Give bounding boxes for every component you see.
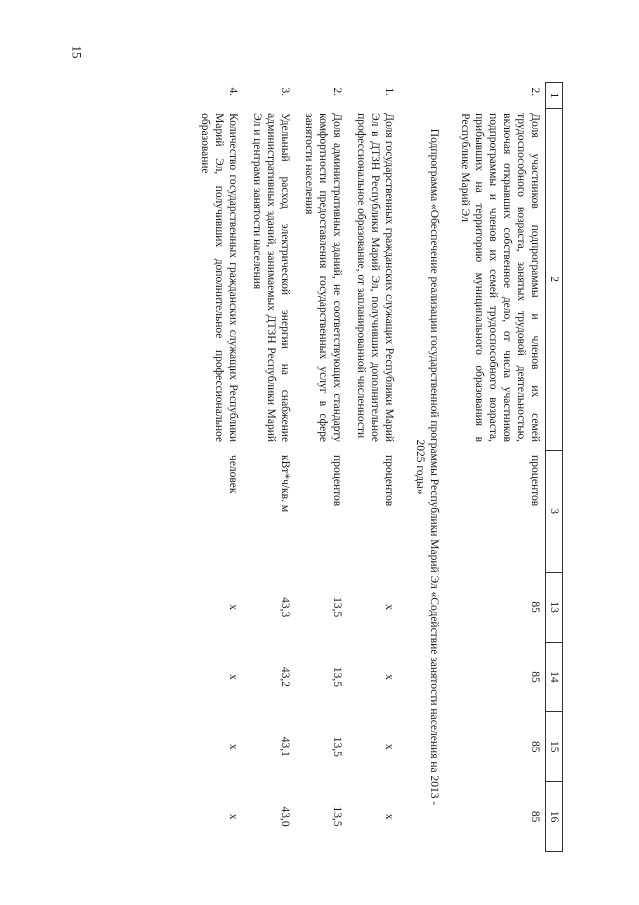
row-value-16: 43,0: [278, 806, 291, 827]
row-value-16: 13,5: [330, 806, 343, 827]
row-number: 1.: [382, 87, 395, 97]
row-number: 2.: [528, 87, 541, 97]
row-value-15: х: [226, 743, 239, 750]
row-number: 3.: [278, 87, 291, 97]
row-value-13: х: [382, 604, 395, 610]
row-value-15: х: [382, 743, 395, 750]
row-value-14: х: [226, 674, 239, 680]
table-header-row: [545, 83, 562, 852]
header-col-15: 15: [545, 712, 562, 782]
indicators-table: [195, 82, 563, 852]
table-row: [455, 83, 546, 852]
row-value-13: 85: [528, 601, 541, 613]
row-indicator-text: Доля участников подпрограммы и членов их семей трудоспособного возраста, занятых трудовой деятельностью, включая открывших собственное дело, от числа участников подпрограммы и членов их семей трудоспособного возраста, прибывших на территорию муниципального образования в Республике Марий Эл: [458, 113, 541, 443]
row-value-15: 43,1: [278, 736, 291, 757]
row-value-13: 43,3: [278, 597, 291, 618]
table-row: [195, 83, 243, 852]
section-title: Подпрограмма «Обеспечение реализации государственной программы Республики Марий Эл «Содействие занятости населения на 2013 - 2025 годы»: [413, 128, 440, 806]
row-value-13: х: [226, 604, 239, 610]
row-value-16: х: [226, 813, 239, 820]
row-number: 2.: [330, 87, 343, 97]
header-col-2: 2: [545, 108, 562, 450]
table-row: [299, 83, 347, 852]
row-unit: кВт*ч/кв. м: [278, 455, 291, 513]
header-col-1: 1: [545, 83, 562, 109]
row-unit: человек: [226, 455, 239, 494]
row-indicator-text: Удельный расход электрической энергии на снабжение административных зданий, занимаемых ДТЗН Республики Марий Эл и центрами занятости населения: [250, 113, 291, 443]
row-indicator-text: Доля административных зданий, не соответствующих стандарту комфортности предоставления государственных услуг в сфере занятости населения: [302, 113, 343, 443]
row-value-16: 85: [528, 810, 541, 823]
row-indicator-text: Количество государственных гражданских служащих Республики Марий Эл, получивших дополнительное профессиональное образование: [198, 113, 239, 443]
page-number: 15: [69, 45, 85, 59]
row-value-14: х: [382, 674, 395, 680]
row-value-15: 85: [528, 741, 541, 753]
row-value-13: 13,5: [330, 597, 343, 618]
header-col-14: 14: [545, 642, 562, 712]
header-col-13: 13: [545, 572, 562, 642]
row-value-14: 85: [528, 671, 541, 683]
row-unit: процентов: [528, 455, 541, 507]
row-indicator-text: Доля государственных гражданских служащих Республики Марий Эл в ДТЗН Республики Марий Эл, получивших дополнительное профессиональное образование, от запланированной численности: [354, 113, 395, 443]
header-col-16: 16: [545, 782, 562, 852]
document-table-rotated: [110, 82, 563, 852]
row-unit: процентов: [330, 455, 343, 507]
table-row: [247, 83, 295, 852]
row-unit: процентов: [382, 455, 395, 507]
row-number: 4.: [226, 87, 239, 97]
table-row: [351, 83, 399, 852]
header-col-3: 3: [545, 450, 562, 572]
row-value-14: 43,2: [278, 666, 291, 687]
row-value-16: х: [382, 813, 395, 820]
row-value-14: 13,5: [330, 666, 343, 687]
section-title-row: [399, 83, 455, 852]
row-value-15: 13,5: [330, 736, 343, 757]
